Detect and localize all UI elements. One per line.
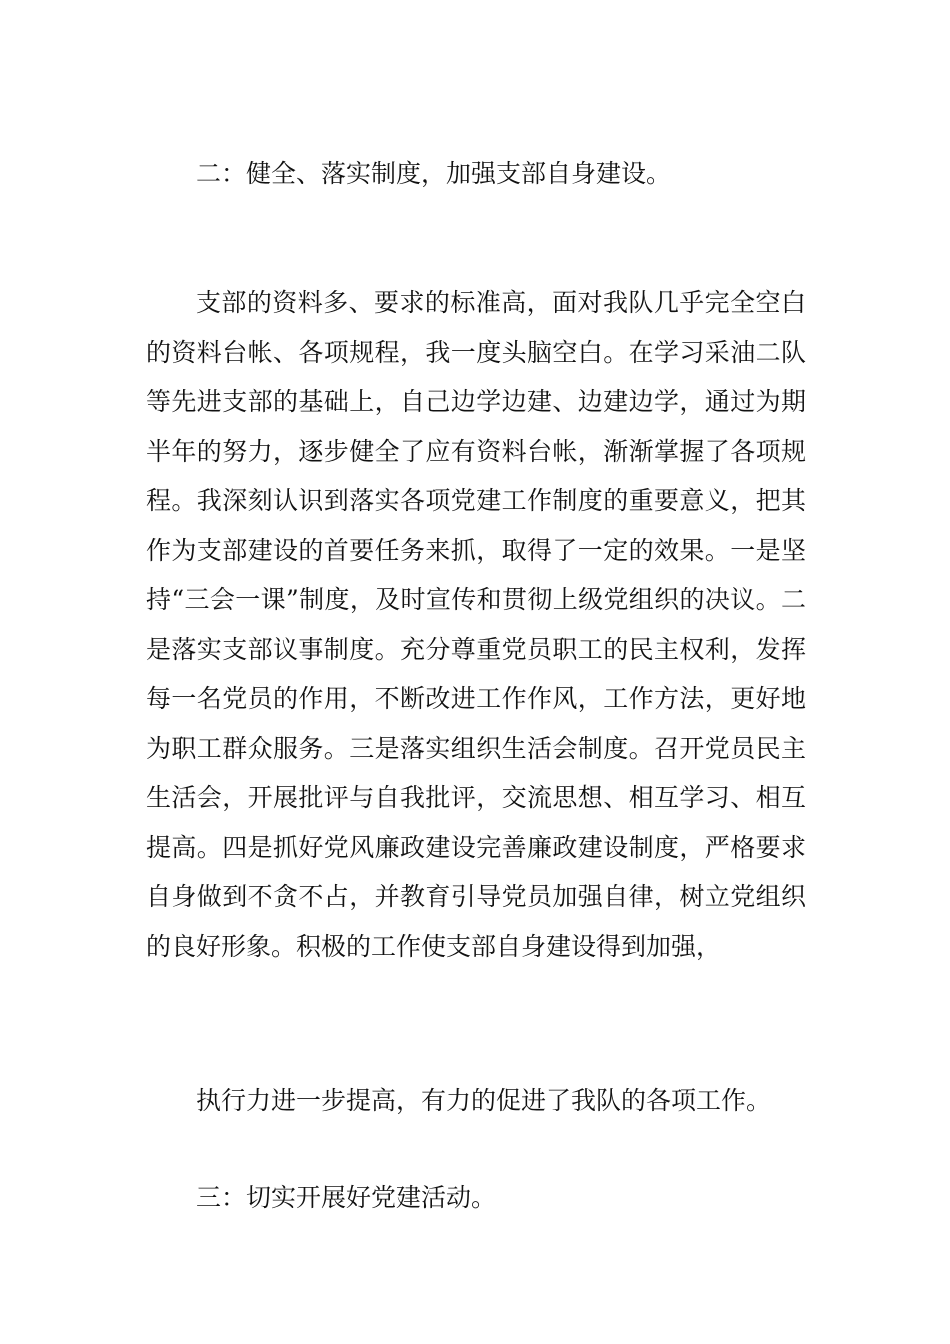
- section-heading-3: 三：切实开展好党建活动。: [196, 1183, 497, 1212]
- body-paragraph: 支部的资料多、要求的标准高，面对我队几乎完全空白的资料台帐、各项规程，我一度头脑空白。在学习采油二队等先进支部的基础上，自己边学边建、边建边学，通过为期半年的努力，逐步健全了应有资料台帐，渐渐掌握了各项规程。我深刻认识到落实各项党建工作制度的重要意义，把其作为支部建设的首要任务来抓，取得了一定的效果。一是坚持“三会一课”制度，及时宣传和贯彻上级党组织的决议。二是落实支部议事制度。充分尊重党员职工的民主权利，发挥每一名党员的作用，不断改进工作作风，工作方法，更好地为职工群众服务。三是落实组织生活会制度。召开党员民主生活会，开展批评与自我批评，交流思想、相互学习、相互提高。四是抓好党风廉政建设完善廉政建设制度，严格要求自身做到不贪不占，并教育引导党员加强自律，树立党组织的良好形象。积极的工作使支部自身建设得到加强，: [146, 288, 806, 961]
- continuation-paragraph: 执行力进一步提高，有力的促进了我队的各项工作。: [196, 1086, 772, 1115]
- section-heading-2: 二：健全、落实制度，加强支部自身建设。: [196, 159, 672, 188]
